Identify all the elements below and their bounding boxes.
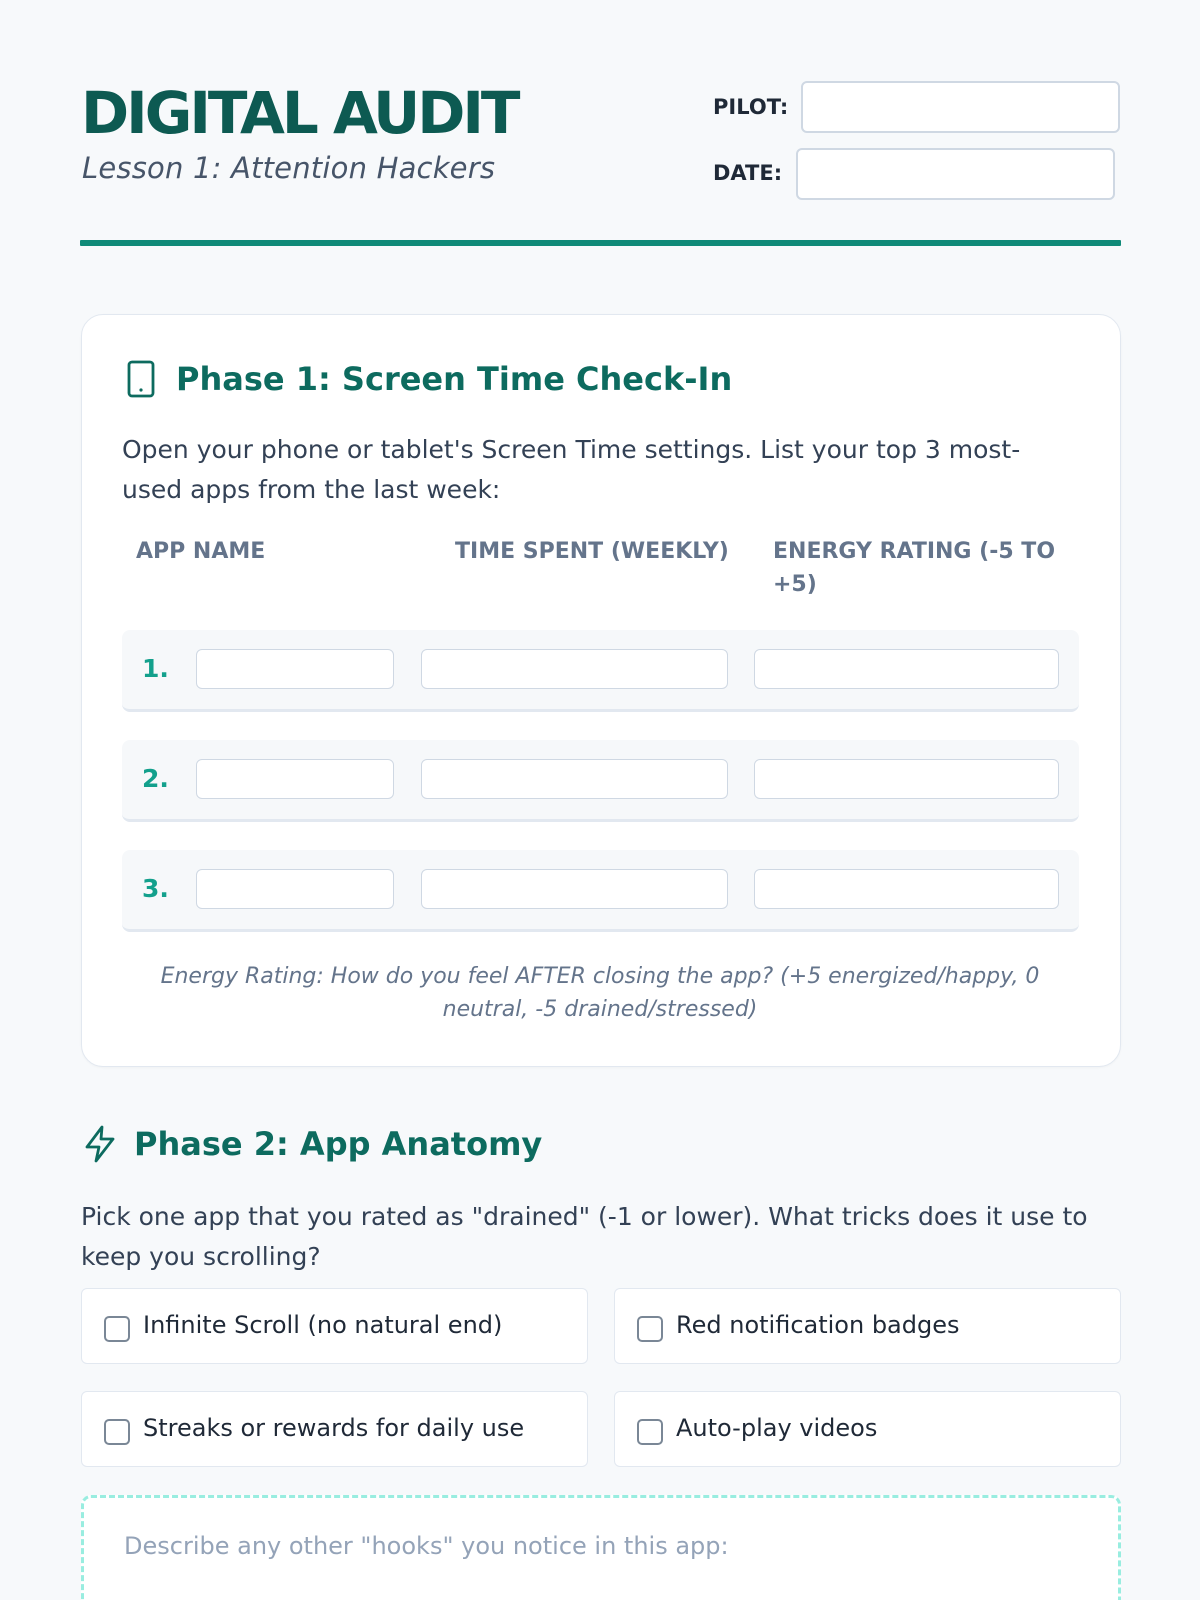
date-input[interactable] [796, 148, 1115, 200]
time-spent-input[interactable] [421, 649, 728, 689]
phase2-title: Phase 2: App Anatomy [134, 1125, 543, 1163]
infinite-scroll-checkbox[interactable] [104, 1316, 130, 1342]
app-name-input[interactable] [196, 869, 394, 909]
pilot-input[interactable] [801, 81, 1120, 133]
row-number: 1. [142, 654, 169, 683]
pilot-label: PILOT: [713, 95, 789, 119]
hooks-textarea[interactable] [81, 1495, 1121, 1600]
date-label: DATE: [713, 161, 783, 185]
option-streaks[interactable] [81, 1391, 588, 1467]
option-label: Red notification badges [676, 1311, 960, 1339]
column-header-app-name: APP NAME [136, 539, 266, 564]
option-infinite-scroll[interactable] [81, 1288, 588, 1364]
phase1-title: Phase 1: Screen Time Check-In [176, 360, 733, 398]
energy-rating-input[interactable] [754, 759, 1059, 799]
energy-rating-input[interactable] [754, 869, 1059, 909]
column-header-energy-rating: ENERGY RATING (-5 TO +5) [773, 539, 1056, 597]
app-name-input[interactable] [196, 759, 394, 799]
row-number: 2. [142, 764, 169, 793]
energy-rating-input[interactable] [754, 649, 1059, 689]
worksheet-title: DIGITAL AUDIT [81, 79, 518, 147]
time-spent-input[interactable] [421, 759, 728, 799]
worksheet-subtitle: Lesson 1: Attention Hackers [82, 151, 496, 185]
option-label: Infinite Scroll (no natural end) [143, 1311, 503, 1339]
app-name-input[interactable] [196, 649, 394, 689]
option-autoplay[interactable] [614, 1391, 1121, 1467]
red-badges-checkbox[interactable] [637, 1316, 663, 1342]
column-header-time-spent: TIME SPENT (WEEKLY) [455, 539, 729, 564]
option-red-badges[interactable] [614, 1288, 1121, 1364]
header-divider [80, 240, 1121, 246]
autoplay-checkbox[interactable] [637, 1419, 663, 1445]
table-row [122, 740, 1079, 822]
row-number: 3. [142, 874, 169, 903]
option-label: Streaks or rewards for daily use [143, 1414, 525, 1442]
table-row [122, 630, 1079, 712]
lightning-icon [82, 1124, 118, 1169]
table-row [122, 850, 1079, 932]
option-label: Auto-play videos [676, 1414, 878, 1442]
phase1-instructions: Open your phone or tablet's Screen Time settings. List your top 3 most-used apps from the last week: [122, 435, 1021, 504]
tablet-icon [126, 360, 156, 403]
time-spent-input[interactable] [421, 869, 728, 909]
streaks-checkbox[interactable] [104, 1419, 130, 1445]
hooks-placeholder: Describe any other "hooks" you notice in this app: [124, 1532, 729, 1560]
energy-rating-note: Energy Rating: How do you feel AFTER closing the app? (+5 energized/happy, 0 neutral, -5 drained/stressed) [160, 964, 1040, 1022]
phase2-instructions: Pick one app that you rated as "drained" (-1 or lower). What tricks does it use to keep you scrolling? [81, 1202, 1088, 1271]
